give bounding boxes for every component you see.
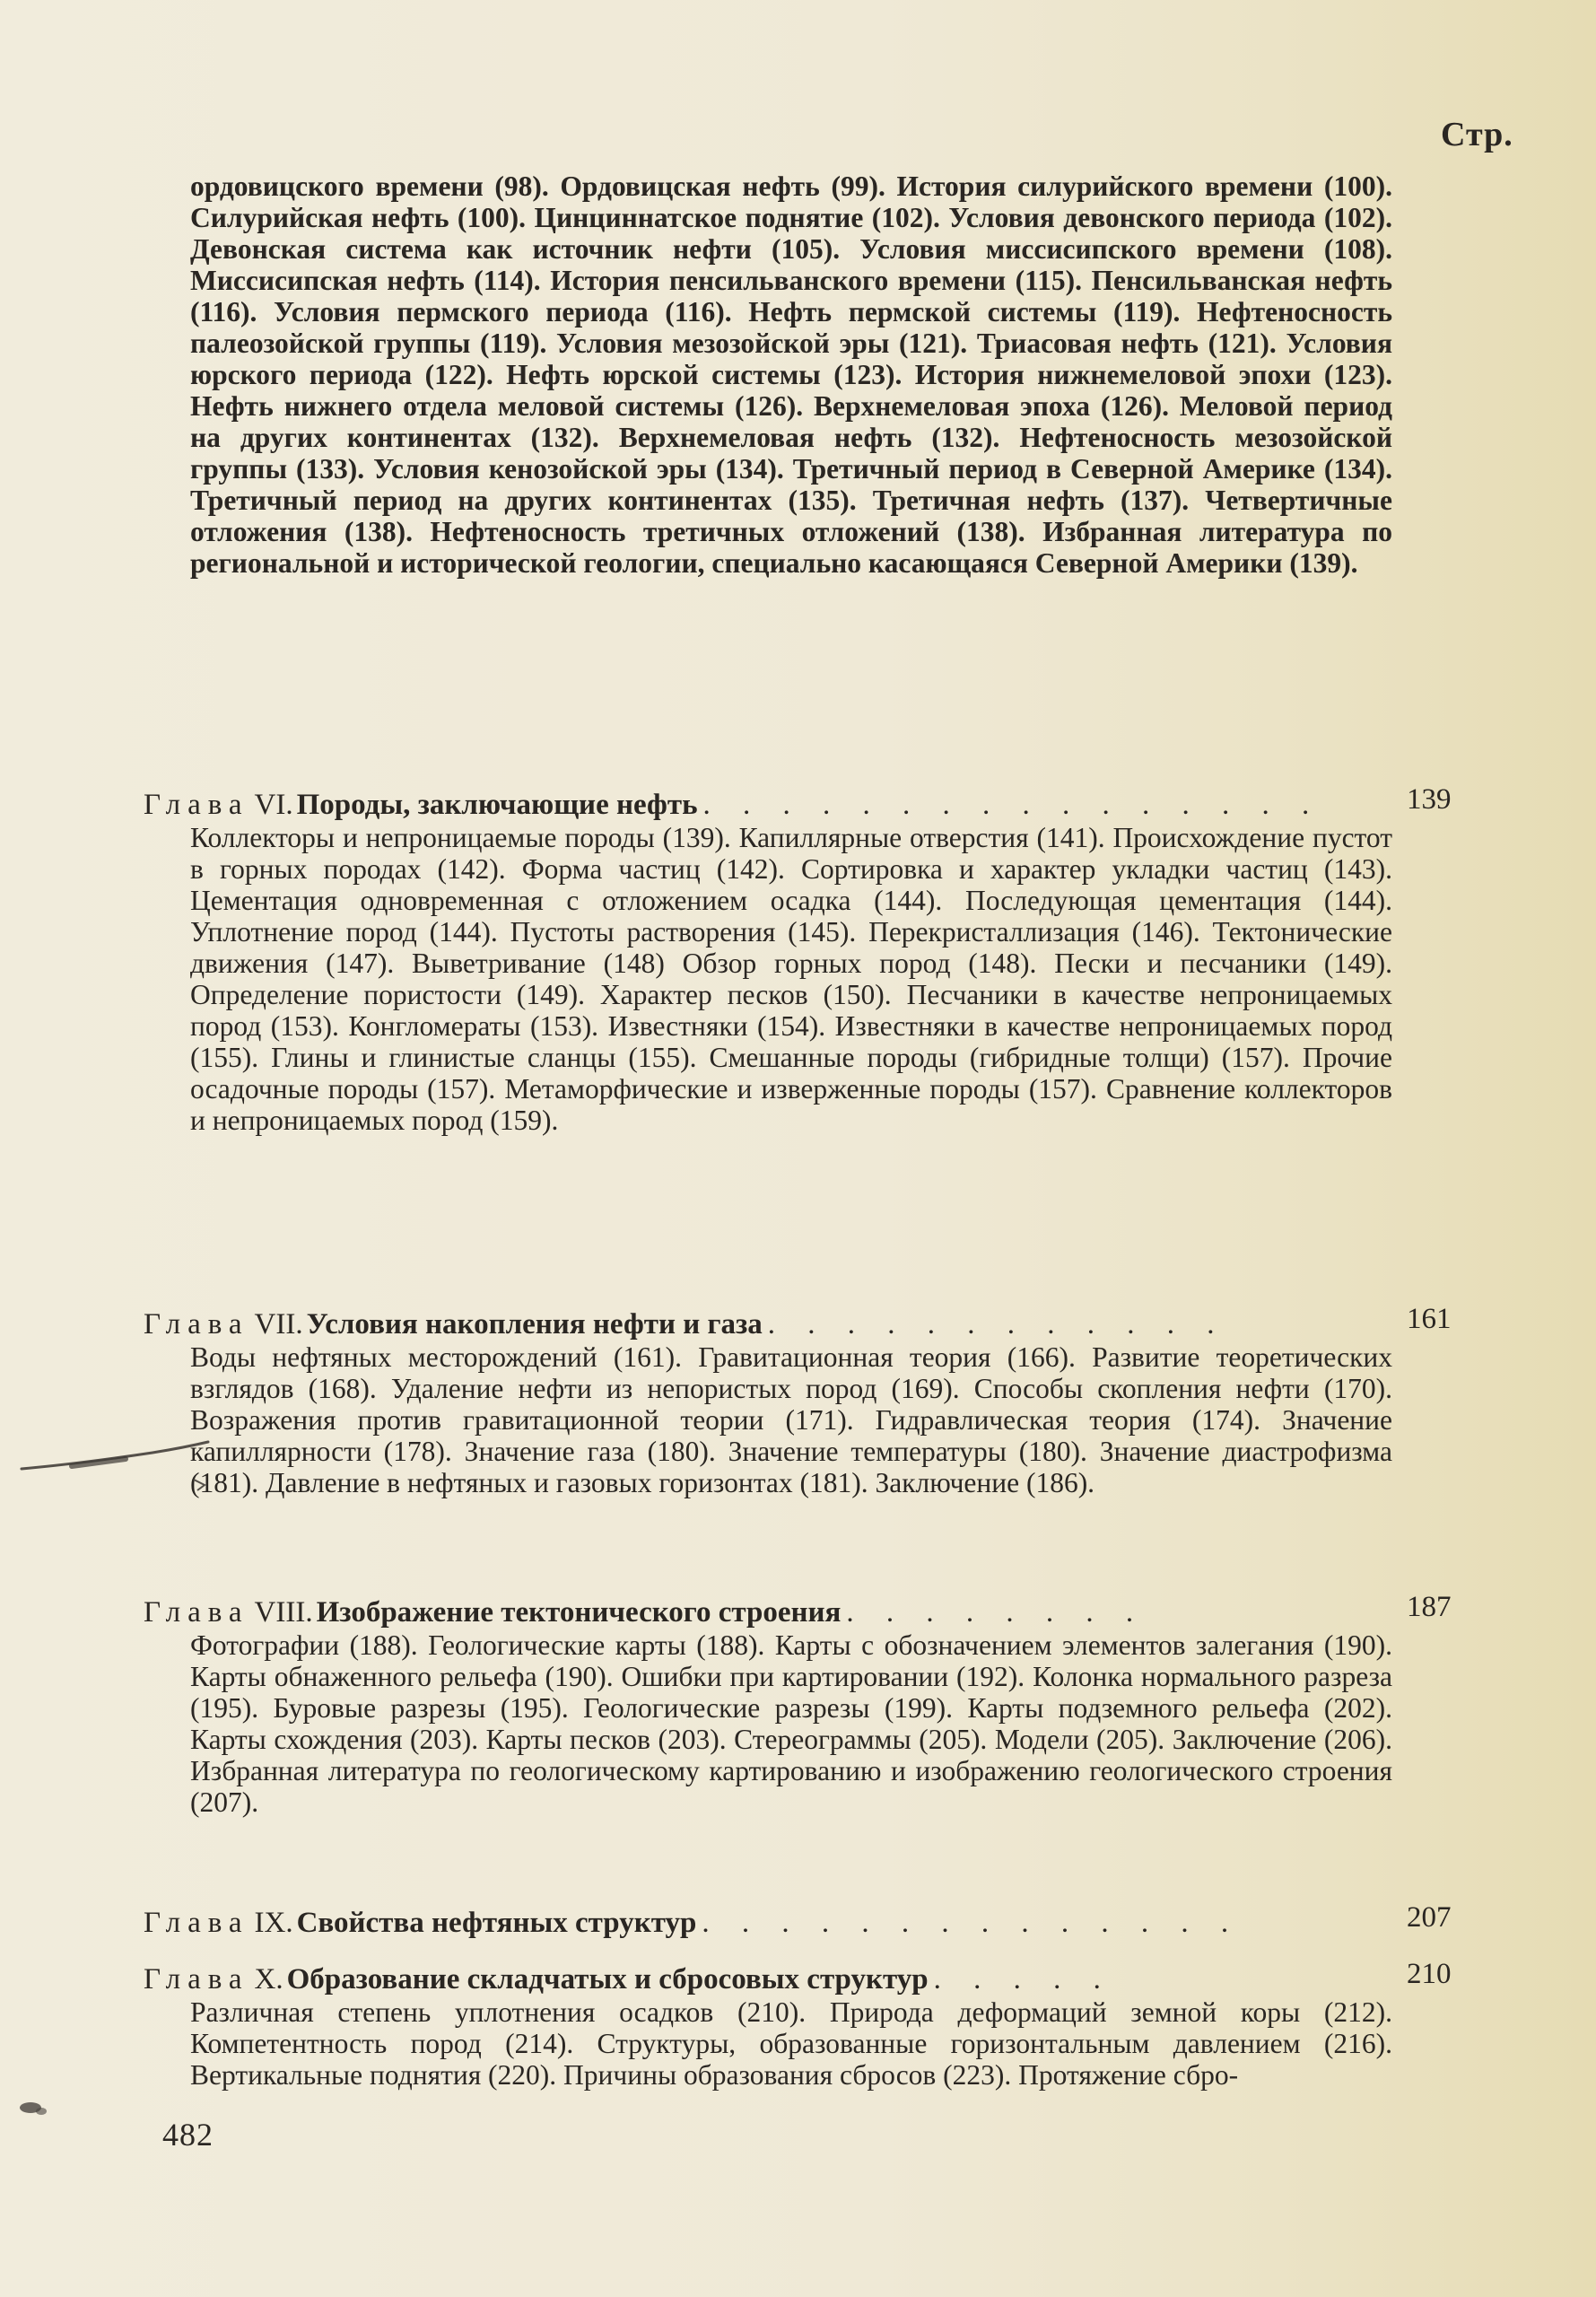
- chapter-title: Свойства нефтяных структур: [296, 1907, 697, 1939]
- chapter-word: Глава: [144, 1596, 249, 1629]
- chapter-entry-vi: [144, 783, 1452, 1136]
- leader-dots: . . . . . . . .: [846, 1596, 1147, 1629]
- chapter-heading: [144, 1962, 1395, 1996]
- leader-dots: . . . . . . . . . . . .: [767, 1308, 1227, 1341]
- page-column-header: Стр.: [1441, 116, 1513, 153]
- chapter-title: Образование складчатых и сбросовых структур: [286, 1963, 929, 1996]
- chapter-heading: [144, 788, 1395, 822]
- chapter-description: Фотографии (188). Геологические карты (188). Карты с обозначением элементов залегания (190). Карты обнаженного рельефа (190). Ошибки при картировании (192). Колонка нормального разреза (195). Буровые разрезы (195). Геологические разрезы (199). Карты подземного рельефа (202). Карты схождения (203). Карты песков (203). Стереограммы (205). Модели (205). Заключение (206). Избранная литература по геологическому картированию и изображению геологического строения (207).: [190, 1629, 1392, 1818]
- chapter-number: VII.: [254, 1308, 303, 1341]
- chapter-description: Коллекторы и непроницаемые породы (139). Капиллярные отверстия (141). Происхождение пустот в горных породах (142). Форма частиц (142). Сортировка и характер укладки частиц (143). Цементация одновременная с отложением осадка (144). Последующая цементация (144). Уплотнение пород (144). Пустоты растворения (145). Перекристаллизация (146). Тектонические движения (147). Выветривание (148) Обзор горных пород (148). Пески и песчаники (149). Определение пористости (149). Характер песков (150). Песчаники в качестве непроницаемых пород (153). Конгломераты (153). Известняки (154). Известняки в качестве непроницаемых пород (155). Глины и глинистые сланцы (155). Смешанные породы (гибридные толщи) (157). Прочие осадочные породы (157). Метаморфические и изверженные породы (157). Сравнение коллекторов и непроницаемых пород (159).: [190, 822, 1392, 1136]
- leader-dots: . . . . . . . . . . . . . .: [702, 1907, 1242, 1939]
- chapter-description: Различная степень уплотнения осадков (210). Природа деформаций земной коры (212). Компетентность пород (214). Структуры, образованные горизонтальным давлением (216). Вертикальные поднятия (220). Причины образования сбросов (223). Протяжение сбро-: [190, 1996, 1392, 2091]
- chapter-page-number: 187: [1407, 1591, 1452, 1623]
- chapter-number: VIII.: [254, 1596, 313, 1629]
- ink-smudge-icon: [16, 2095, 52, 2122]
- leader-dots: . . . . .: [933, 1963, 1113, 1996]
- chapter-number: VI.: [254, 789, 293, 821]
- chapter-page-number: 207: [1407, 1901, 1452, 1934]
- chapter-title: Изображение тектонического строения: [316, 1596, 842, 1629]
- chapter-word: Глава: [144, 1907, 249, 1939]
- chapter-number: X.: [254, 1963, 283, 1996]
- chapter-entry-vii: [144, 1303, 1452, 1498]
- chapter-page-number: 210: [1407, 1958, 1452, 1990]
- chapter-title: Породы, заключающие нефть: [296, 789, 698, 821]
- continuation-paragraph: ордовицского времени (98). Ордовицская нефть (99). История силурийского времени (100). Силурийская нефть (100). Цинциннатское поднятие (102). Условия девонского периода (102). Девонская система как источник нефти (105). Условия миссисипского времени (108). Миссисипская нефть (114). История пенсильванского времени (115). Пенсильванская нефть (116). Условия пермского периода (116). Нефть пермской системы (119). Нефтеносность палеозойской группы (119). Условия мезозойской эры (121). Триасовая нефть (121). Условия юрского периода (122). Нефть юрской системы (123). История нижнемеловой эпохи (123). Нефть нижнего отдела меловой системы (126). Верхнемеловая эпоха (126). Меловой период на других континентах (132). Верхнемеловая нефть (132). Нефтеносность мезозойской группы (133). Условия кенозойской эры (134). Третичный период в Северной Америке (134). Третичный период на других континентах (135). Третичная нефть (137). Четвертичные отложения (138). Нефтеносность третичных отложений (138). Избранная литература по региональной и исторической геологии, специально касающаяся Северной Америки (139).: [190, 170, 1392, 579]
- chapter-heading: [144, 1595, 1395, 1629]
- chapter-page-number: 139: [1407, 783, 1452, 816]
- leader-dots: . . . . . . . . . . . . . . . .: [702, 789, 1322, 821]
- pencil-mark-icon: [18, 1422, 224, 1494]
- chapter-title: Условия накопления нефти и газа: [306, 1308, 763, 1341]
- chapter-heading: [144, 1906, 1395, 1940]
- chapter-heading: [144, 1307, 1395, 1341]
- chapter-number: IX.: [254, 1907, 293, 1939]
- chapter-page-number: 161: [1407, 1303, 1452, 1335]
- page-number: 482: [162, 2117, 214, 2153]
- chapter-word: Глава: [144, 1963, 249, 1996]
- chapter-word: Глава: [144, 1308, 249, 1341]
- chapter-entry-viii: [144, 1591, 1452, 1818]
- chapter-entry-x: [144, 1958, 1452, 2091]
- chapter-entry-ix: [144, 1901, 1452, 1940]
- chapter-word: Глава: [144, 789, 249, 821]
- chapter-description: Воды нефтяных месторождений (161). Гравитационная теория (166). Развитие теоретических взглядов (168). Удаление нефти из непористых пород (169). Способы скопления нефти (170). Возражения против гравитационной теории (171). Гидравлическая теория (174). Значение капиллярности (178). Значение газа (180). Значение температуры (180). Значение диастрофизма (181). Давление в нефтяных и газовых горизонтах (181). Заключение (186).: [190, 1341, 1392, 1498]
